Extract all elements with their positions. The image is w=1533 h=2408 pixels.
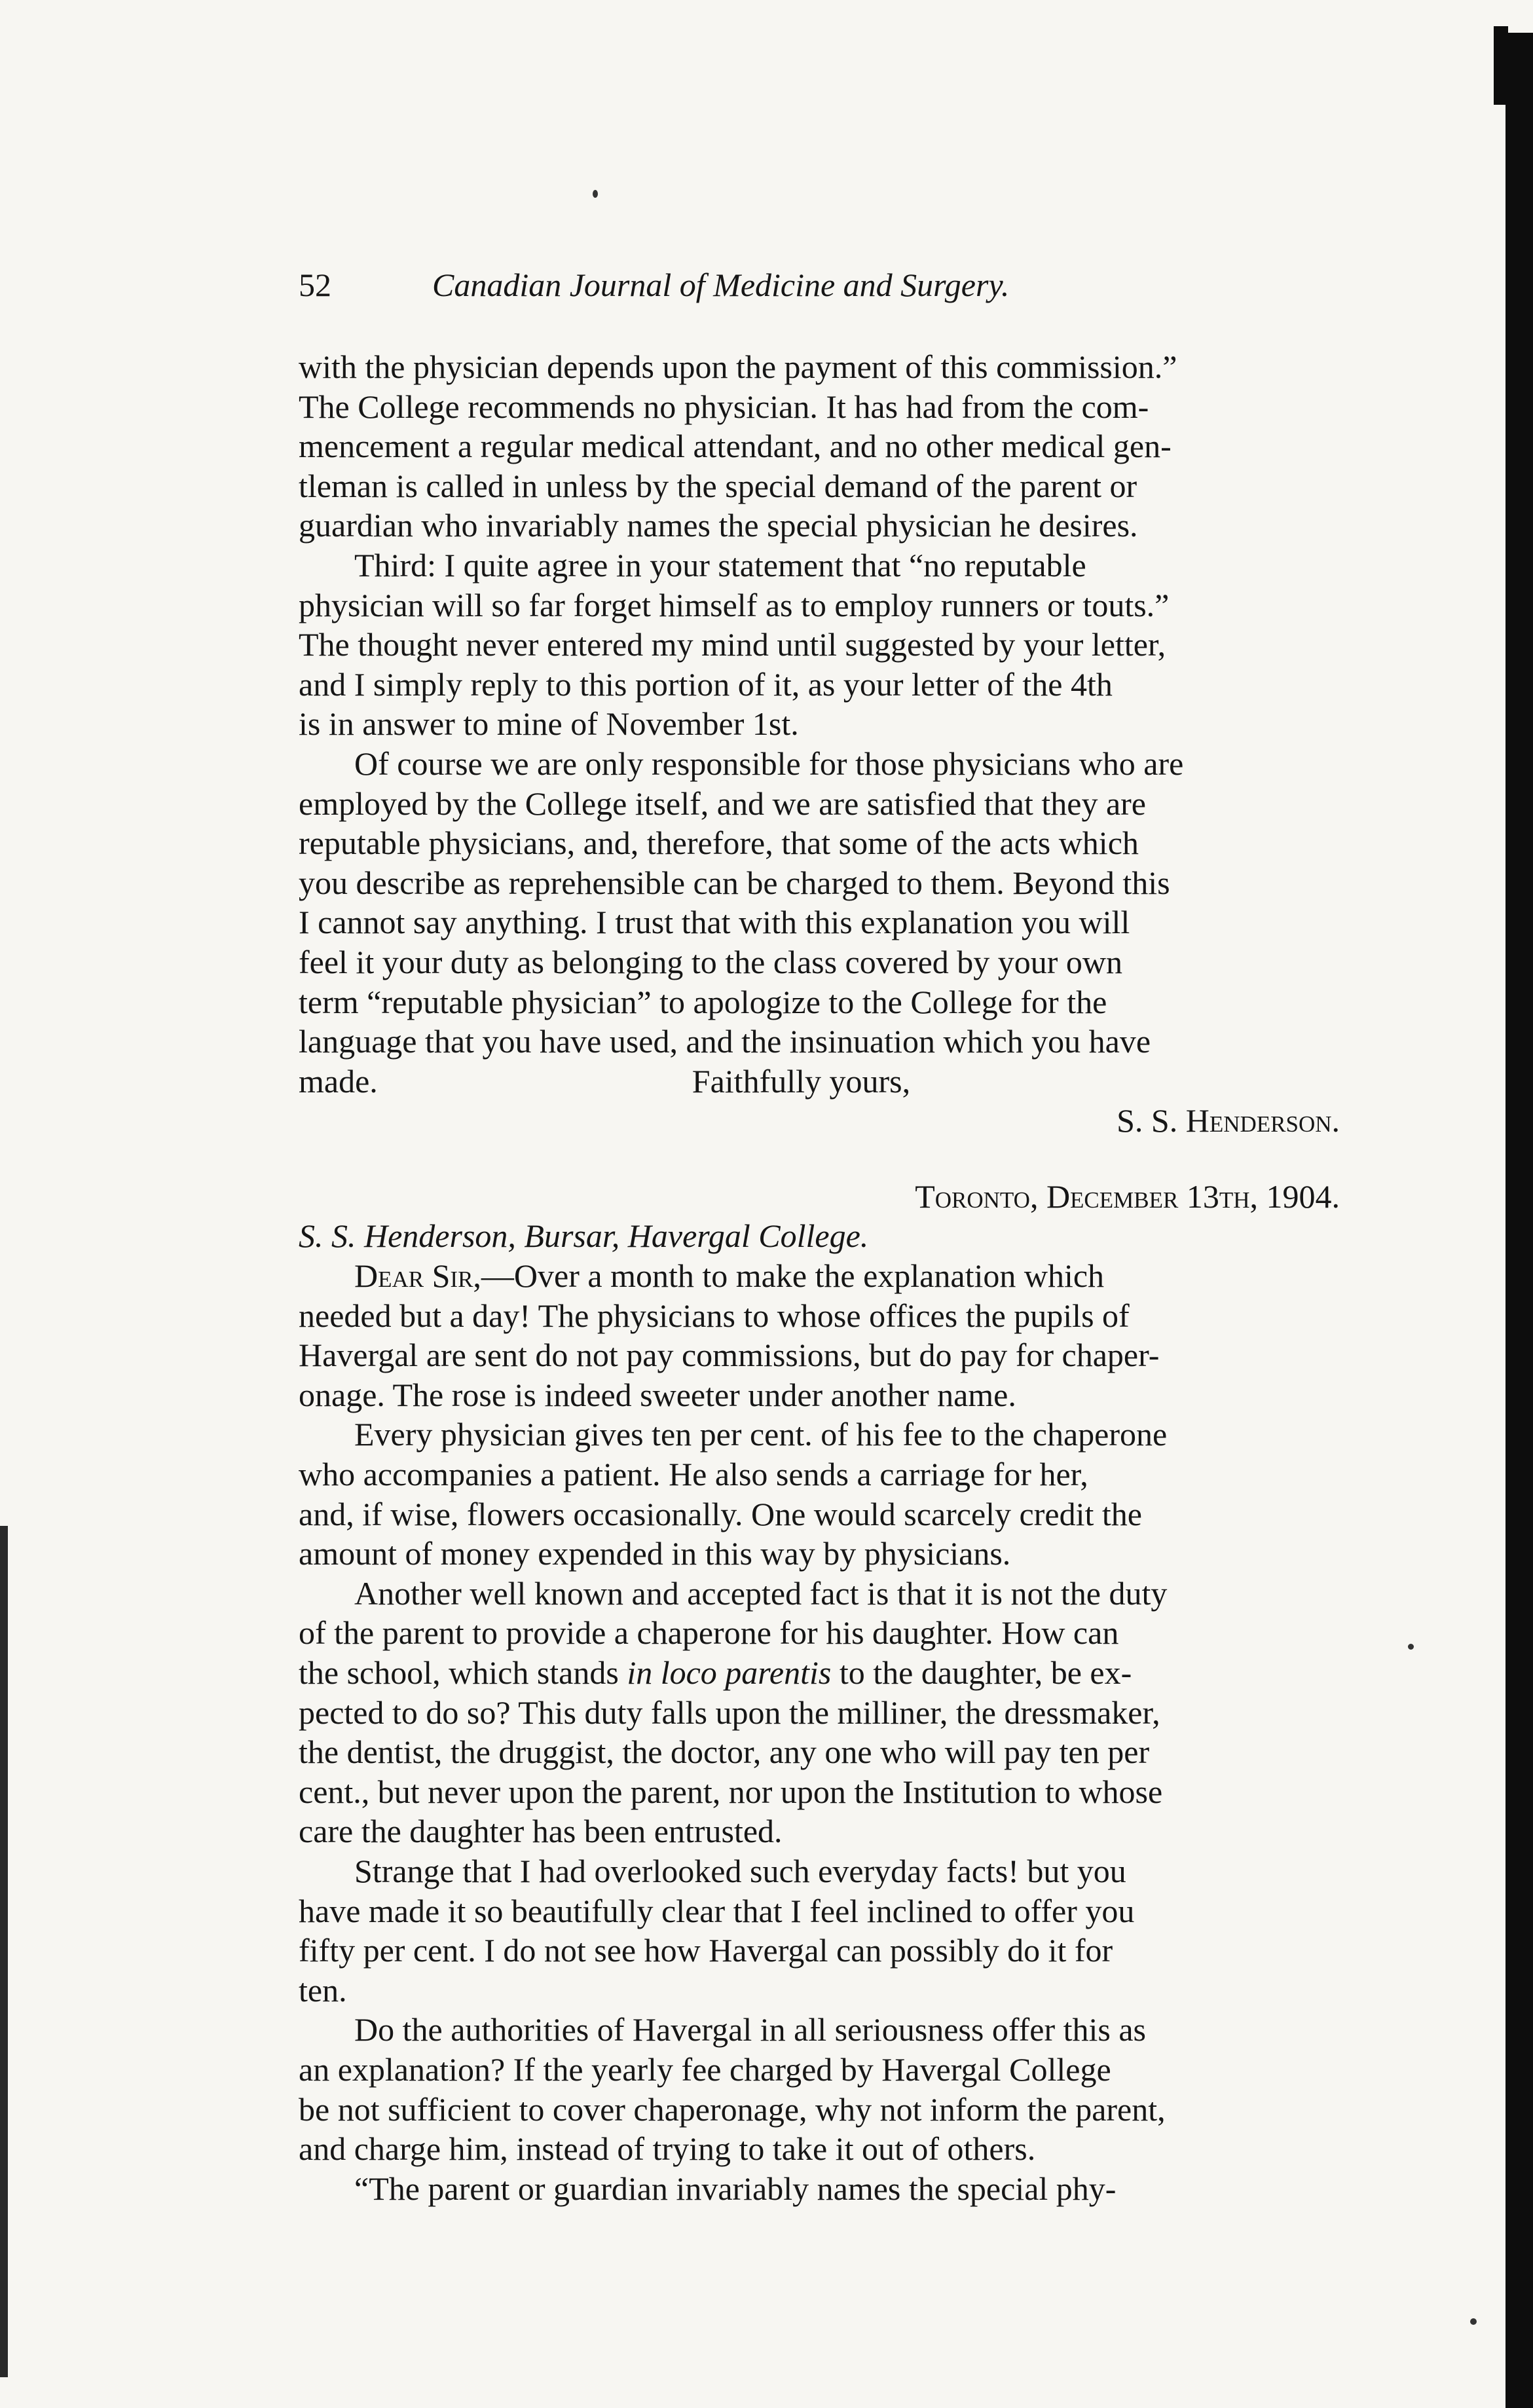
page-number: 52 [299, 267, 331, 303]
text-line: mencement a regular medical attendant, and no other medical gen- [299, 428, 1172, 465]
text-line: you describe as reprehensible can be charged to them. Beyond this [299, 864, 1170, 901]
text-line: feel it your duty as belonging to the class covered by your own [299, 943, 1123, 980]
salutation-rest: —Over a month to make the explanation which [481, 1257, 1105, 1295]
text-line: Another well known and accepted fact is that it is not the duty [354, 1574, 1168, 1612]
text-line: the dentist, the druggist, the doctor, any one who will pay ten per [299, 1733, 1150, 1771]
text-line: have made it so beautifully clear that I feel inclined to offer you [299, 1892, 1135, 1929]
scan-edge [1505, 33, 1533, 2408]
text-line: care the daughter has been entrusted. [299, 1813, 783, 1850]
text-line [299, 1653, 1379, 1693]
dateline: Toronto, December 13th, 1904. [915, 1177, 1340, 1215]
text-line: an explanation? If the yearly fee charged by Havergal College [299, 2050, 1111, 2088]
text-line: onage. The rose is indeed sweeter under another name. [299, 1376, 1016, 1413]
text-line: who accompanies a patient. He also sends a carriage for her, [299, 1456, 1088, 1493]
closing-made: made. [299, 1062, 378, 1100]
text-line: The thought never entered my mind until suggested by your letter, [299, 626, 1166, 663]
text-line: Third: I quite agree in your statement that “no reputable [354, 546, 1086, 583]
scan-speck [593, 190, 598, 198]
text-line: employed by the College itself, and we are satisfied that they are [299, 785, 1146, 822]
text-line: fifty per cent. I do not see how Havergal can possibly do it for [299, 1932, 1113, 1969]
text-line: with the physician depends upon the payment of this commission.” [299, 348, 1177, 385]
text-line: Every physician gives ten per cent. of his fee to the chaperone [354, 1416, 1168, 1453]
text-line: Strange that I had overlooked such everyday facts! but you [354, 1852, 1126, 1889]
scan-speck [1408, 1644, 1414, 1650]
scan-margin-mark [0, 1526, 8, 2377]
text-line: amount of money expended in this way by physicians. [299, 1535, 1011, 1572]
text-line: I cannot say anything. I trust that with this explanation you will [299, 904, 1130, 941]
salutation: Dear Sir, [354, 1257, 481, 1295]
text-line: tleman is called in unless by the special demand of the parent or [299, 467, 1137, 504]
text-line: cent., but never upon the parent, nor upon the Institution to whose [299, 1773, 1163, 1810]
scan-speck [1470, 2318, 1477, 2325]
article-text [299, 347, 1379, 2208]
text-line: term “reputable physician” to apologize to the College for the [299, 983, 1107, 1020]
text-line: “The parent or guardian invariably names the special phy- [354, 2170, 1117, 2207]
loco-post: to the daughter, be ex- [831, 1654, 1132, 1691]
loco-parentis: in loco parentis [627, 1654, 832, 1691]
loco-pre: the school, which stands [299, 1654, 627, 1691]
signature: S. S. Henderson. [1117, 1102, 1340, 1139]
addressee: S. S. Henderson, Bursar, Havergal College. [299, 1217, 869, 1255]
text-line: language that you have used, and the insinuation which you have [299, 1023, 1151, 1060]
text-line: and I simply reply to this portion of it, as your letter of the 4th [299, 665, 1113, 703]
text-line: of the parent to provide a chaperone for his daughter. How can [299, 1614, 1119, 1652]
text-line: Do the authorities of Havergal in all seriousness offer this as [354, 2011, 1146, 2048]
closing-line [299, 1062, 1379, 1102]
text-line: pected to do so? This duty falls upon the milliner, the dressmaker, [299, 1694, 1160, 1731]
text-line: physician will so far forget himself as to employ runners or touts.” [299, 586, 1170, 623]
text-line: The College recommends no physician. It has had from the com- [299, 388, 1149, 425]
text-line: reputable physicians, and, therefore, that some of the acts which [299, 824, 1139, 862]
text-line: needed but a day! The physicians to whose offices the pupils of [299, 1297, 1130, 1334]
closing-faithfully: Faithfully yours, [692, 1062, 911, 1100]
text-line: guardian who invariably names the special physician he desires. [299, 507, 1138, 544]
salutation-line [299, 1256, 1379, 1296]
text-line: ten. [299, 1971, 347, 2009]
text-line: Havergal are sent do not pay commissions, but do pay for chaper- [299, 1337, 1160, 1374]
journal-title: Canadian Journal of Medicine and Surgery. [432, 267, 1010, 303]
text-line: is in answer to mine of November 1st. [299, 705, 799, 743]
text-line: and charge him, instead of trying to take it out of others. [299, 2130, 1036, 2168]
text-line: be not sufficient to cover chaperonage, why not inform the parent, [299, 2090, 1166, 2128]
scan-edge-notch [1494, 26, 1508, 105]
text-line: and, if wise, flowers occasionally. One would scarcely credit the [299, 1495, 1142, 1532]
running-header [299, 259, 1333, 311]
text-line: Of course we are only responsible for those physicians who are [354, 745, 1184, 782]
